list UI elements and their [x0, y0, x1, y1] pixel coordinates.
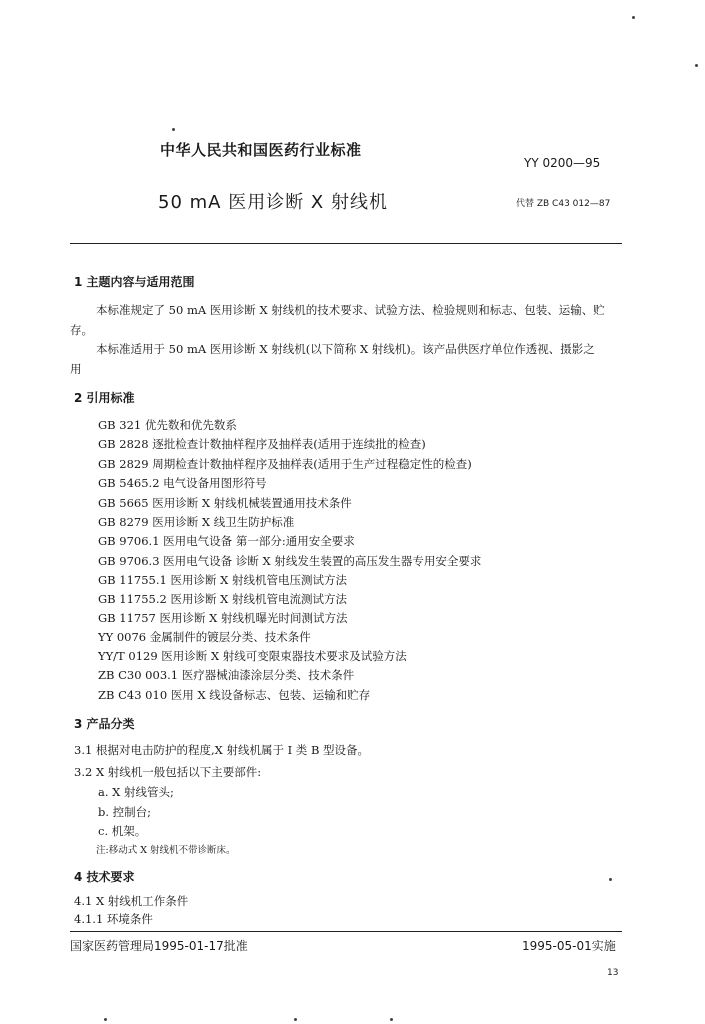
- reference-item: GB 9706.1 医用电气设备 第一部分:通用安全要求: [98, 534, 355, 548]
- reference-item: ZB C30 003.1 医疗器械油漆涂层分类、技术条件: [98, 668, 355, 682]
- footer-rule: [70, 931, 622, 932]
- reference-item: GB 321 优先数和优先数系: [98, 418, 237, 432]
- reference-item: GB 8279 医用诊断 X 线卫生防护标准: [98, 515, 295, 529]
- scan-speck: [632, 16, 635, 19]
- component-item: c. 机架。: [98, 824, 147, 838]
- replaces-note: 代替 ZB C43 012—87: [516, 199, 611, 209]
- scan-speck: [695, 64, 698, 67]
- page-number: 13: [607, 968, 619, 978]
- section-4-heading: 4 技术要求: [74, 870, 135, 884]
- scan-speck: [294, 1018, 297, 1021]
- implementation-date: 1995-05-01实施: [522, 939, 616, 953]
- reference-item: GB 9706.3 医用电气设备 诊断 X 射线发生装置的高压发生器专用安全要求: [98, 554, 482, 568]
- note: 注:移动式 X 射线机不带诊断床。: [96, 845, 236, 856]
- scan-speck: [390, 1018, 393, 1021]
- section-2-heading: 2 引用标准: [74, 391, 135, 405]
- standard-number: YY 0200—95: [524, 156, 601, 170]
- reference-item: GB 11755.2 医用诊断 X 射线机管电流测试方法: [98, 592, 348, 606]
- reference-item: YY/T 0129 医用诊断 X 射线可变限束器技术要求及试验方法: [98, 649, 407, 663]
- component-item: a. X 射线管头;: [98, 785, 174, 799]
- reference-item: GB 2828 逐批检查计数抽样程序及抽样表(适用于连续批的检查): [98, 437, 426, 451]
- reference-item: GB 11757 医用诊断 X 射线机曝光时间测试方法: [98, 611, 348, 625]
- clause-4-1-1: 4.1.1 环境条件: [74, 912, 153, 926]
- reference-item: GB 2829 周期检查计数抽样程序及抽样表(适用于生产过程稳定性的检查): [98, 457, 472, 471]
- section-1-paragraph-1-line-2: 存。: [70, 323, 93, 337]
- scan-speck: [104, 1018, 107, 1021]
- reference-item: GB 5665 医用诊断 X 射线机械装置通用技术条件: [98, 496, 352, 510]
- section-3-heading: 3 产品分类: [74, 717, 135, 731]
- org-title: 中华人民共和国医药行业标准: [160, 141, 362, 159]
- section-1-paragraph-2-line-2: 用: [70, 362, 82, 376]
- reference-item: YY 0076 金属制件的镀层分类、技术条件: [98, 630, 311, 644]
- clause-4-1: 4.1 X 射线机工作条件: [74, 894, 189, 908]
- reference-item: ZB C43 010 医用 X 线设备标志、包装、运输和贮存: [98, 688, 371, 702]
- section-1-heading: 1 主题内容与适用范围: [74, 275, 195, 289]
- reference-item: GB 11755.1 医用诊断 X 射线机管电压测试方法: [98, 573, 348, 587]
- approval-line: 国家医药管理局1995-01-17批准: [70, 939, 248, 953]
- clause-3-2: 3.2 X 射线机一般包括以下主要部件:: [74, 765, 262, 779]
- section-1-paragraph-2-line-1: 本标准适用于 50 mA 医用诊断 X 射线机(以下简称 X 射线机)。该产品供医疗单位作透视、摄影之: [96, 342, 595, 356]
- reference-item: GB 5465.2 电气设备用图形符号: [98, 476, 267, 490]
- scan-speck: [609, 878, 612, 881]
- clause-3-1: 3.1 根据对电击防护的程度,X 射线机属于 I 类 B 型设备。: [74, 743, 370, 757]
- section-1-paragraph-1-line-1: 本标准规定了 50 mA 医用诊断 X 射线机的技术要求、试验方法、检验规则和标志、包装、运输、贮: [96, 303, 605, 317]
- header-rule: [70, 243, 622, 244]
- scan-speck: [172, 128, 175, 131]
- component-item: b. 控制台;: [98, 805, 152, 819]
- document-title: 50 mA 医用诊断 X 射线机: [158, 192, 388, 213]
